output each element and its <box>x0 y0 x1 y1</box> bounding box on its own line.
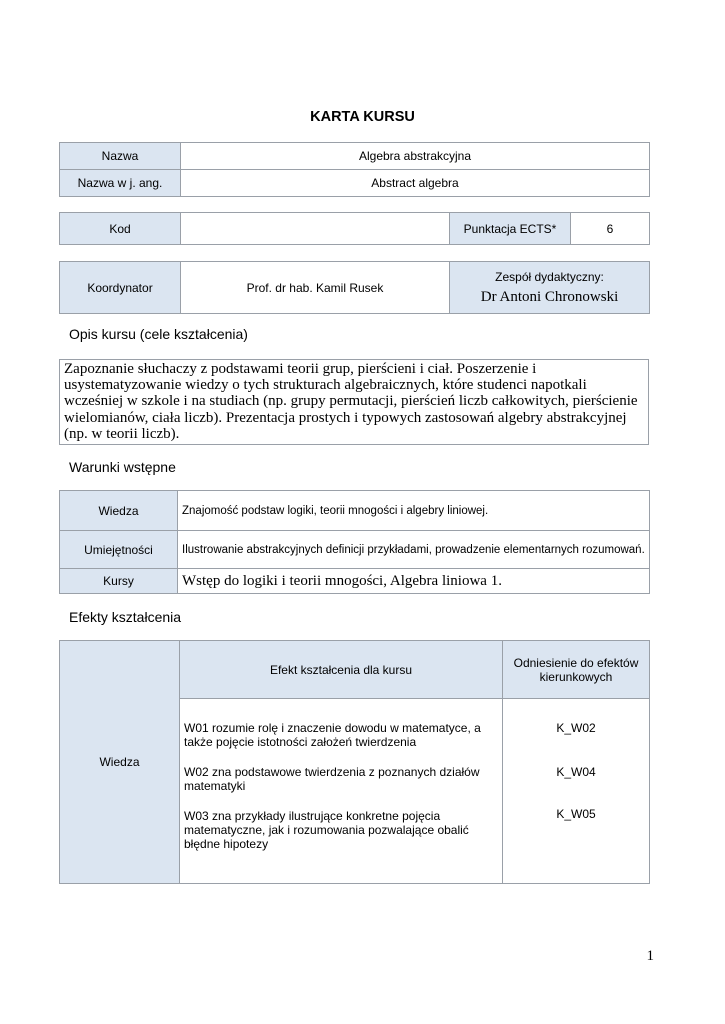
outcome-ref: K_W02 <box>556 721 596 735</box>
name-en-value: Abstract algebra <box>181 170 650 197</box>
prereq-umiejetnosci-label: Umiejętności <box>60 531 178 569</box>
outcome-item: W03 zna przykłady ilustrujące konkretne pojęcia matematyczne, jak i rozumowania pozwalające obalić błędne hipotezy <box>184 809 469 851</box>
ects-value: 6 <box>571 213 650 245</box>
opis-text: Zapoznanie słuchaczy z podstawami teorii grup, pierścieni i ciał. Poszerzenie i usystematyzowanie wiedzy o tych strukturach algebraicznych, które studenci napotkali wcześniej w szkole i na studiach (np. grupy permutacji, pierścień liczb całkowitych, pierścienie wielomianów, ciała liczb). Prezentacja prostych i typowych zastosowań algebry abstrakcyjnej (np. w teorii liczb). <box>59 359 649 445</box>
page-number: 1 <box>646 948 654 964</box>
kod-label: Kod <box>60 213 181 245</box>
name-value: Algebra abstrakcyjna <box>181 143 650 170</box>
outcome-item: W01 rozumie rolę i znaczenie dowodu w matematyce, a także pojęcie istotności założeń twierdzenia <box>184 721 481 749</box>
outcomes-refs-cell <box>503 699 650 884</box>
kod-value <box>181 213 450 245</box>
outcomes-wiedza-label: Wiedza <box>60 641 180 884</box>
team-label: Zespół dydaktyczny: <box>495 269 604 284</box>
col-ref-header: Odniesienie do efektów kierunkowych <box>503 641 650 699</box>
efekty-heading: Efekty kształcenia <box>69 609 182 625</box>
code-table <box>59 212 650 245</box>
prereq-kursy-value: Wstęp do logiki i teorii mnogości, Algebra liniowa 1. <box>178 569 650 594</box>
learning-outcomes-table <box>59 640 650 884</box>
outcome-ref: K_W04 <box>556 765 596 779</box>
coordinator-table <box>59 261 650 314</box>
prereq-wiedza-value: Znajomość podstaw logiki, teorii mnogości i algebry liniowej. <box>178 491 650 531</box>
name-en-label: Nazwa w j. ang. <box>60 170 181 197</box>
warunki-heading: Warunki wstępne <box>69 459 176 475</box>
name-label: Nazwa <box>60 143 181 170</box>
col-effect-header: Efekt kształcenia dla kursu <box>180 641 503 699</box>
prereq-umiejetnosci-value: Ilustrowanie abstrakcyjnych definicji przykładami, prowadzenie elementarnych rozumowań. <box>178 531 650 569</box>
ects-label: Punktacja ECTS* <box>450 213 571 245</box>
outcome-item: W02 zna podstawowe twierdzenia z poznanych działów matematyki <box>184 765 480 793</box>
team-cell <box>450 262 650 314</box>
team-value: Dr Antoni Chronowski <box>480 288 619 305</box>
outcomes-effects-cell <box>180 699 503 884</box>
course-name-table <box>59 142 650 197</box>
outcome-ref: K_W05 <box>556 807 596 821</box>
coordinator-value: Prof. dr hab. Kamil Rusek <box>181 262 450 314</box>
coordinator-label: Koordynator <box>60 262 181 314</box>
prereq-kursy-label: Kursy <box>60 569 178 594</box>
prereq-wiedza-label: Wiedza <box>60 491 178 531</box>
prerequisites-table <box>59 490 650 594</box>
page-title: KARTA KURSU <box>310 109 415 125</box>
opis-heading: Opis kursu (cele kształcenia) <box>69 326 248 342</box>
